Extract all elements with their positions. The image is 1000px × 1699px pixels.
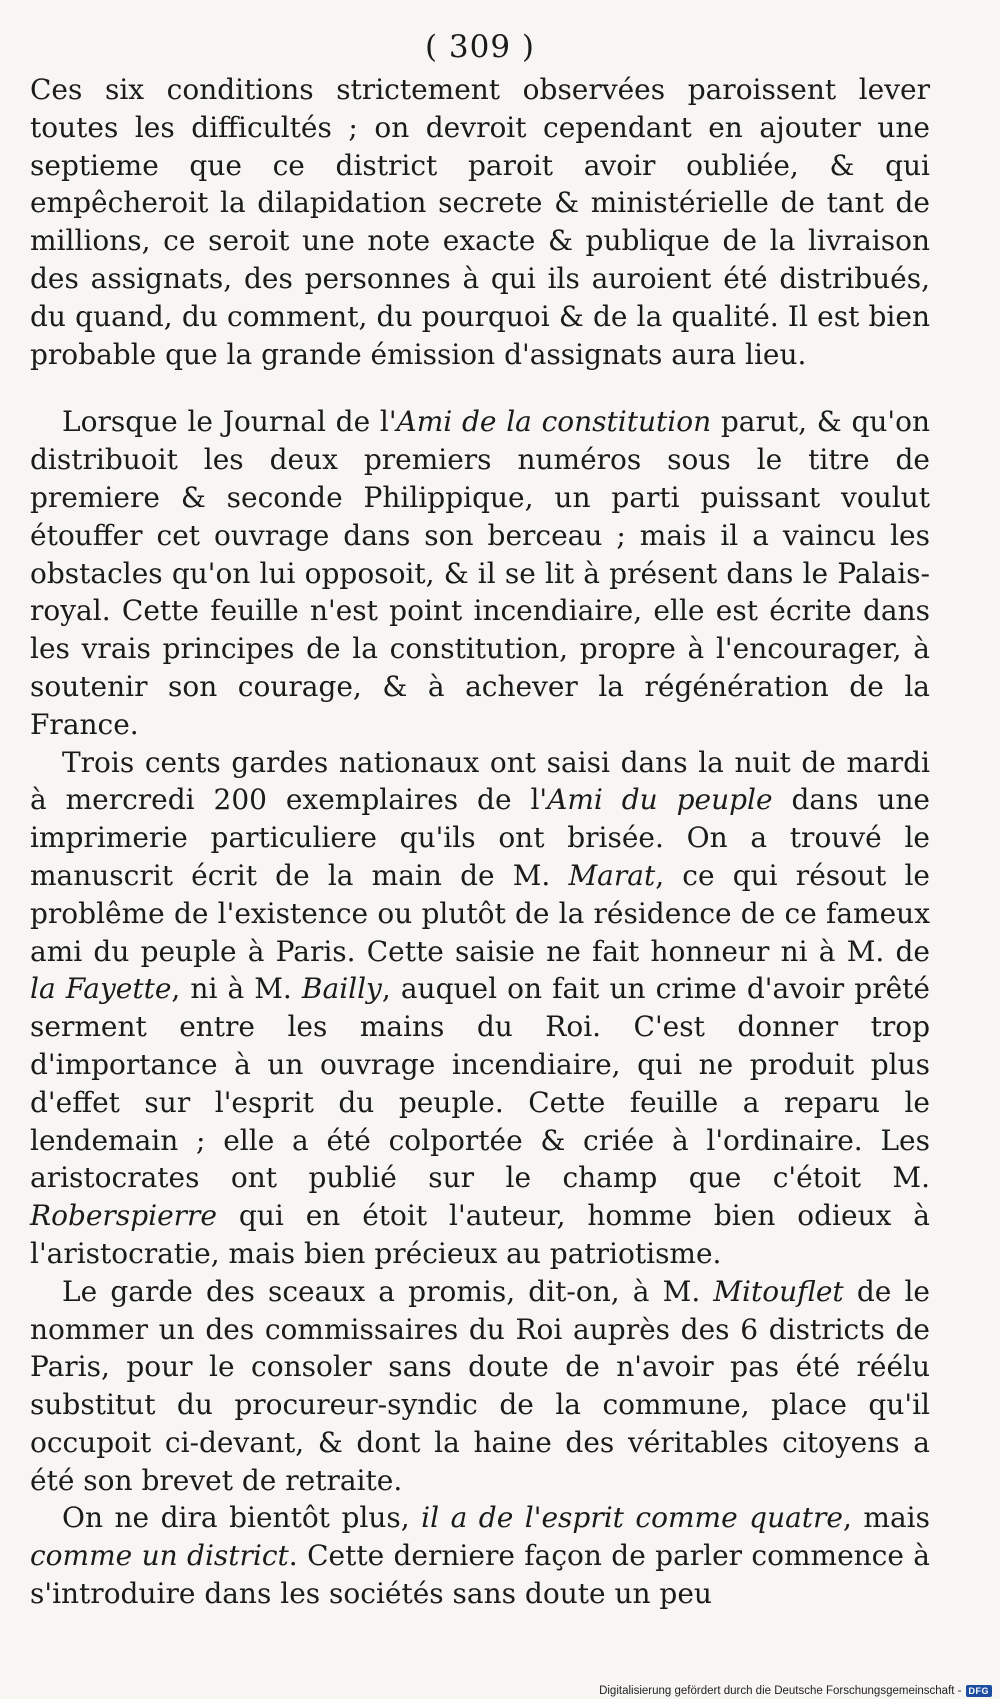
italic-run: la Fayette (30, 972, 172, 1006)
page-number: ( 309 ) (424, 29, 536, 65)
italic-run: Bailly (301, 972, 382, 1006)
text-run: Lorsque le Journal de l' (62, 405, 397, 439)
paragraph-4 (30, 1273, 930, 1500)
paragraph-2 (30, 403, 930, 743)
italic-run: comme un district (30, 1539, 289, 1573)
paragraph-1 (30, 71, 930, 373)
italic-run: Mitouflet (713, 1274, 844, 1308)
paragraph-3 (30, 744, 930, 1273)
italic-run: Marat (568, 858, 656, 892)
text-run: Ces six conditions strictement observées paroissent lever toutes les difficultés ; on devroit cependant en ajouter une septieme que ce district paroit avoir oubliée, & qui empêcheroit la dilapidation secrete & ministérielle de tant de millions, ce seroit une note exacte & publique de la livraison des assignats, des personnes à qui ils auroient été distribués, du quand, du comment, du pourquoi & de la qualité. Il est bien probable que la grande émission d'assignats aura lieu. (30, 73, 930, 371)
digitization-credit (599, 1685, 992, 1697)
text-run: Le garde des sceaux a promis, dit-on, à M. (62, 1274, 714, 1308)
paragraph-gap (30, 373, 930, 403)
text-run: . Cette derniere façon de parler commence à s'introduire dans les sociétés sans doute un peu (30, 1539, 930, 1611)
italic-run: il a de l'esprit comme quatre (421, 1501, 844, 1535)
text-run: On ne dira bientôt plus, (62, 1501, 422, 1535)
text-run: qui en étoit l'auteur, homme bien odieux à l'aristocratie, mais bien précieux au patriotisme. (30, 1199, 930, 1270)
text-run: , mais (843, 1501, 930, 1535)
text-run: Trois cents gardes nationaux ont saisi dans la nuit de mardi à mercredi 200 exemplaires de l' (30, 745, 930, 817)
text-run: , auquel on fait un crime d'avoir prêté serment entre les mains du Roi. C'est donner trop d'importance à un ouvrage incendiaire, qui ne produit plus d'effet sur l'esprit du peuple. Cette feuille a reparu le lendemain ; elle a été colportée & criée à l'ordinaire. Les aristocrates ont publié sur le champ que c'étoit M. (30, 972, 930, 1195)
italic-run: Ami du peuple (547, 783, 773, 817)
italic-run: Ami de la constitution (396, 405, 712, 439)
text-run: , ce qui résout le problême de l'existence ou plutôt de la résidence de ce fameux ami du peuple à Paris. Cette saisie ne fait honneur ni à M. de (30, 858, 930, 968)
paragraph-5 (30, 1499, 930, 1612)
text-run: de le nommer un des commissaires du Roi auprès des 6 districts de Paris, pour le consoler sans doute de n'avoir pas été réélu substitut du procureur-syndic de la commune, place qu'il occupoit ci-devant, & dont la haine des véritables citoyens a été son brevet de retraite. (30, 1274, 930, 1497)
text-run: , ni à M. (171, 972, 302, 1006)
credit-text: Digitalisierung gefördert durch die Deutsche Forschungsgemeinschaft - (599, 1685, 962, 1697)
italic-run: Roberspierre (30, 1199, 217, 1233)
text-run: dans une imprimerie particuliere qu'ils ont brisée. On a trouvé le manuscrit écrit de la main de M. (30, 783, 931, 892)
text-run: parut, & qu'on distribuoit les deux premiers numéros sous le titre de premiere & seconde Philippique, un parti puissant voulut étouffer cet ouvrage dans son berceau ; mais il a vaincu les obstacles qu'on lui opposoit, & il se lit à présent dans le Palais-royal. Cette feuille n'est point incendiaire, elle est écrite dans les vrais principes de la constitution, propre à l'encourager, à soutenir son courage, & à achever la régénération de la France. (30, 405, 931, 741)
dfg-logo-icon: DFG (966, 1685, 993, 1697)
